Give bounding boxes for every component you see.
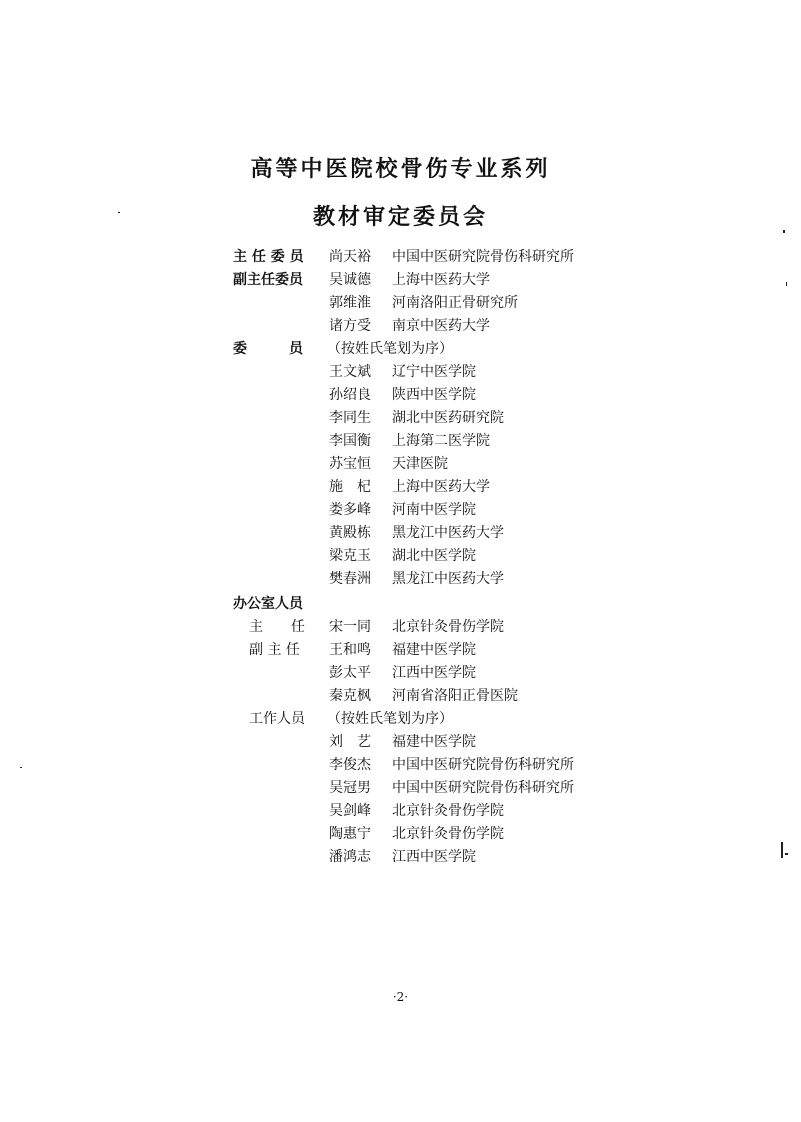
title-line-1: 高等中医院校骨伤专业系列 [250,156,551,182]
office-heading: 办公室人员 [233,596,303,612]
person-org: 北京针灸骨伤学院 [392,803,504,819]
person-name: 黄殿栋 [329,525,371,541]
person-org: 黑龙江中医药大学 [392,525,504,541]
person-name: 苏宝恒 [329,456,371,472]
director-label: 主 任 [249,619,305,635]
person-org: 河南省洛阳正骨医院 [392,688,518,704]
scan-speck [783,230,785,233]
person-name: 陶惠宁 [329,826,371,842]
person-org: 陕西中医学院 [392,387,476,403]
person-org: 河南中医学院 [392,502,476,518]
person-name: 宋一同 [329,619,371,635]
person-name: 彭太平 [329,665,371,681]
person-org: 上海中医药大学 [392,479,490,495]
person-org: 江西中医学院 [392,849,476,865]
person-org: 北京针灸骨伤学院 [392,826,504,842]
person-org: 黑龙江中医药大学 [392,571,504,587]
person-org: 北京针灸骨伤学院 [392,619,504,635]
person-org: 河南洛阳正骨研究所 [392,295,518,311]
person-org: 中国中医研究院骨伤科研究所 [392,780,574,796]
person-org: 南京中医药大学 [392,318,490,334]
person-name: 施 杞 [329,479,371,495]
chair-label: 主 任 委 员 [233,249,304,265]
staff-label: 工作人员 [249,711,305,727]
person-org: 湖北中医药研究院 [392,410,504,426]
scan-speck [781,842,783,858]
members-label: 委 员 [233,341,303,357]
page-number: ·2· [392,990,409,1004]
vice-label: 副主任委员 [233,272,303,288]
person-org: 上海中医药大学 [392,272,490,288]
person-name: 秦克枫 [329,688,371,704]
person-name: 樊春洲 [329,571,371,587]
person-name: 吴冠男 [329,780,371,796]
person-name: 李俊杰 [329,757,371,773]
members-note: （按姓氏笔划为序） [327,341,453,357]
person-name: 梁克玉 [329,548,371,564]
person-org: 上海第二医学院 [392,433,490,449]
person-org: 辽宁中医学院 [392,364,476,380]
person-name: 尚天裕 [329,249,371,265]
person-name: 李同生 [329,410,371,426]
person-name: 王文斌 [329,364,371,380]
person-org: 福建中医学院 [392,642,476,658]
person-name: 孙绍良 [329,387,371,403]
person-name: 吴剑峰 [329,803,371,819]
scan-speck [785,853,788,855]
person-org: 湖北中医学院 [392,548,476,564]
person-org: 中国中医研究院骨伤科研究所 [392,757,574,773]
person-name: 诸方受 [329,318,371,334]
person-name: 李国衡 [329,433,371,449]
person-org: 天津医院 [392,456,448,472]
scan-speck [118,212,120,213]
person-org: 福建中医学院 [392,734,476,750]
person-name: 刘 艺 [329,734,371,750]
person-name: 郭维淮 [329,295,371,311]
scan-speck [20,767,22,768]
person-name: 王和鸣 [329,642,371,658]
person-name: 吴诚德 [329,272,371,288]
person-org: 中国中医研究院骨伤科研究所 [392,249,574,265]
person-name: 潘鸿志 [329,849,371,865]
deputy-label: 副 主 任 [249,642,300,658]
scan-speck [786,282,787,286]
title-line-2: 教材审定委员会 [312,204,488,230]
staff-note: （按姓氏笔划为序） [327,711,453,727]
person-org: 江西中医学院 [392,665,476,681]
person-name: 娄多峰 [329,502,371,518]
